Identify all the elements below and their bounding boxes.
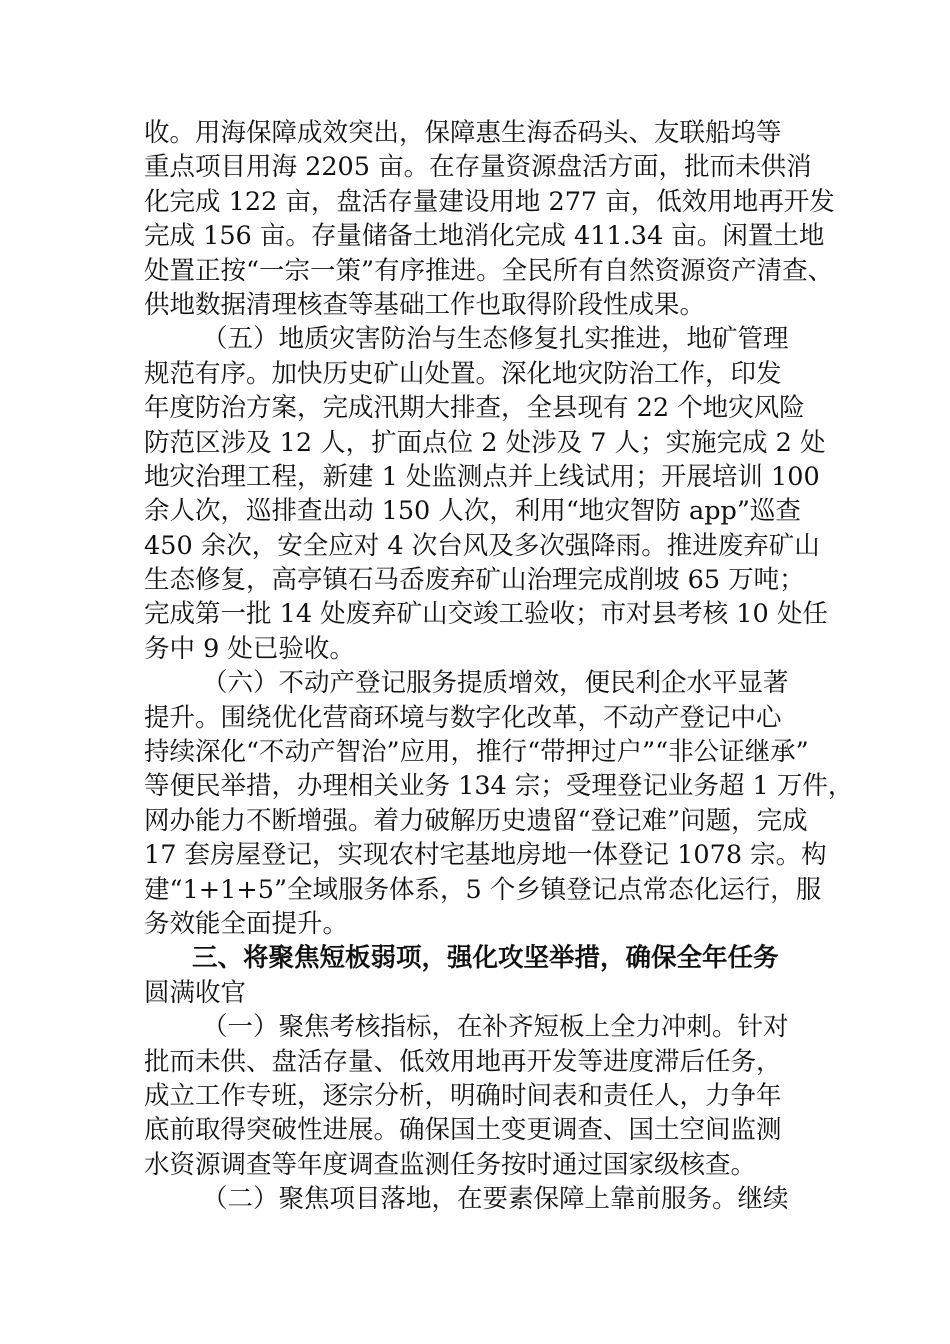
paragraph-line: 地灾治理工程，新建 1 处监测点并上线试用；开展培训 100 xyxy=(144,461,820,492)
chapter-three-heading-line: 三、将聚焦短板弱项，强化攻坚举措，确保全年任务 xyxy=(192,943,779,974)
paragraph-line: 防范区涉及 12 人，扩面点位 2 处涉及 7 人；实施完成 2 处 xyxy=(144,427,826,458)
paragraph-line: 完成 156 亩。存量储备土地消化完成 411.34 亩。闲置土地 xyxy=(144,221,825,252)
paragraph-line: 成立工作专班，逐宗分析，明确时间表和责任人，力争年 xyxy=(144,1080,782,1111)
paragraph-line: 提升。围绕优化营商环境与数字化改革，不动产登记中心 xyxy=(144,702,782,733)
paragraph-line: 重点项目用海 2205 亩。在存量资源盘活方面，批而未供消 xyxy=(144,152,812,183)
paragraph-line: 化完成 122 亩，盘活存量建设用地 277 亩，低效用地再开发 xyxy=(144,186,835,217)
paragraph-line: 余人次，巡排查出动 150 人次，利用“地灾智防 app”巡查 xyxy=(144,496,801,527)
paragraph-line: 批而未供、盘活存量、低效用地再开发等进度滞后任务， xyxy=(144,1046,782,1077)
paragraph-line: 务效能全面提升。 xyxy=(144,908,349,939)
paragraph-line: 网办能力不断增强。着力破解历史遗留“登记难”问题，完成 xyxy=(144,805,808,836)
section-six-heading-line: （六）不动产登记服务提质增效，便民利企水平显著 xyxy=(202,668,789,699)
subsection-two-heading-line: （二）聚焦项目落地，在要素保障上靠前服务。继续 xyxy=(202,1184,789,1215)
paragraph-line: 450 余次，安全应对 4 次台风及多次强降雨。推进废弃矿山 xyxy=(144,530,820,561)
paragraph-line: 17 套房屋登记，实现农村宅基地房地一体登记 1078 宗。构 xyxy=(144,840,827,871)
paragraph-line: 建“1+1+5”全域服务体系，5 个乡镇登记点常态化运行，服 xyxy=(144,874,822,905)
document-body xyxy=(144,116,854,1217)
paragraph-line: 收。用海保障成效突出，保障惠生海岙码头、友联船坞等 xyxy=(144,118,782,148)
chapter-three-heading-line: 圆满收官 xyxy=(144,977,247,1008)
paragraph-line: 处置正按“一宗一策”有序推进。全民所有自然资源资产清查、 xyxy=(144,255,834,286)
subsection-one-heading-line: （一）聚焦考核指标，在补齐短板上全力冲刺。针对 xyxy=(202,1012,789,1043)
paragraph-line: 年度防治方案，完成汛期大排查，全县现有 22 个地灾风险 xyxy=(144,393,805,424)
paragraph-line: 底前取得突破性进展。确保国土变更调查、国土空间监测 xyxy=(144,1115,782,1146)
paragraph-line: 规范有序。加快历史矿山处置。深化地灾防治工作，印发 xyxy=(144,358,782,389)
paragraph-line: 供地数据清理核查等基础工作也取得阶段性成果。 xyxy=(144,289,706,320)
paragraph-line: 持续深化“不动产智治”应用，推行“带押过户”“非公证继承” xyxy=(144,737,809,768)
paragraph-line: 水资源调查等年度调查监测任务按时通过国家级核查。 xyxy=(144,1149,757,1180)
paragraph-line: 生态修复，高亭镇石马岙废弃矿山治理完成削坡 65 万吨； xyxy=(144,565,805,596)
paragraph-line: 务中 9 处已验收。 xyxy=(144,633,355,664)
section-five-heading-line: （五）地质灾害防治与生态修复扎实推进，地矿管理 xyxy=(202,324,789,355)
paragraph-line: 完成第一批 14 处废弃矿山交竣工验收；市对县考核 10 处任 xyxy=(144,599,828,630)
paragraph-line: 等便民举措，办理相关业务 134 宗；受理登记业务超 1 万件， xyxy=(144,771,854,802)
